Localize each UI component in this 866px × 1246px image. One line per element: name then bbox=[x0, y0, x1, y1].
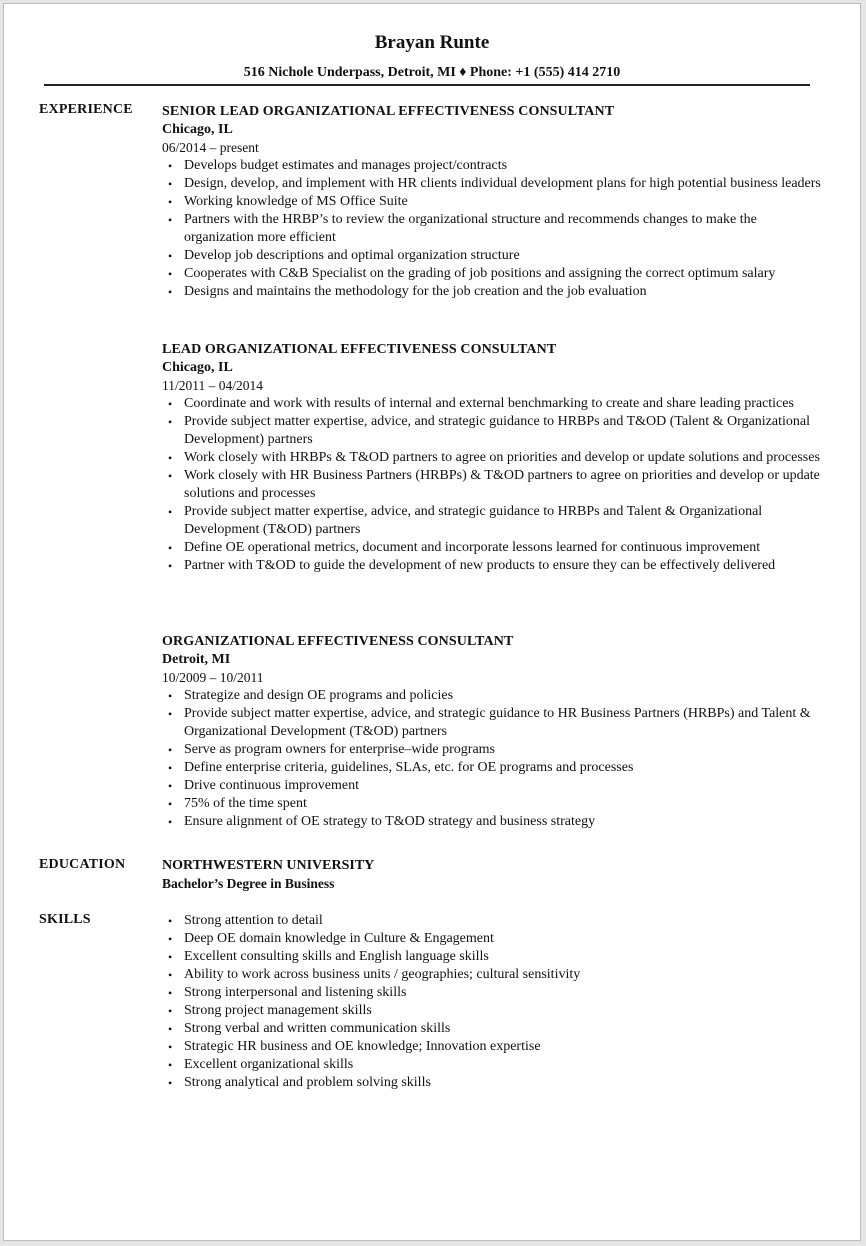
list-item: • Ensure alignment of OE strategy to T&OD strategy and business strategy bbox=[184, 813, 822, 831]
list-item: • Provide subject matter expertise, advice, and strategic guidance to HR Business Partners (HRBPs) and Talent & Organizational Development (T&OD) partners bbox=[184, 705, 822, 741]
contact-line: 516 Nichole Underpass, Detroit, MI ♦ Phone: +1 (555) 414 2710 bbox=[243, 65, 621, 80]
skills-entry bbox=[162, 912, 822, 1092]
list-item: • Provide subject matter expertise, advice, and strategic guidance to HRBPs and T&OD (Talent & Organizational Development) partners bbox=[184, 413, 822, 449]
job-dates: 11/2011 – 04/2014 bbox=[162, 378, 263, 393]
list-item: • Develops budget estimates and manages project/contracts bbox=[184, 157, 822, 175]
list-item: • 75% of the time spent bbox=[184, 795, 822, 813]
skills-list bbox=[162, 912, 822, 1092]
list-item: • Strong interpersonal and listening skills bbox=[184, 984, 822, 1002]
list-item: • Ability to work across business units / geographies; cultural sensitivity bbox=[184, 966, 822, 984]
job-entry bbox=[162, 103, 822, 301]
experience-heading: EXPERIENCE bbox=[39, 102, 133, 117]
job-bullets bbox=[162, 157, 822, 301]
education-entry bbox=[162, 857, 822, 893]
candidate-name: Brayan Runte bbox=[374, 32, 490, 53]
job-bullets bbox=[162, 687, 822, 831]
job-location: Chicago, IL bbox=[162, 122, 233, 137]
list-item: • Define enterprise criteria, guidelines, SLAs, etc. for OE programs and processes bbox=[184, 759, 822, 777]
job-bullets bbox=[162, 395, 822, 575]
job-entry bbox=[162, 341, 822, 575]
job-location: Chicago, IL bbox=[162, 360, 233, 375]
skills-heading: SKILLS bbox=[39, 912, 91, 927]
list-item: • Strong attention to detail bbox=[184, 912, 822, 930]
job-dates: 06/2014 – present bbox=[162, 140, 259, 155]
list-item: • Designs and maintains the methodology for the job creation and the job evaluation bbox=[184, 283, 822, 301]
job-title: LEAD ORGANIZATIONAL EFFECTIVENESS CONSULTANT bbox=[162, 342, 557, 357]
list-item: • Strategic HR business and OE knowledge; Innovation expertise bbox=[184, 1038, 822, 1056]
job-entry bbox=[162, 633, 822, 831]
list-item: • Excellent organizational skills bbox=[184, 1056, 822, 1074]
list-item: • Drive continuous improvement bbox=[184, 777, 822, 795]
list-item: • Partner with T&OD to guide the development of new products to ensure they can be effectively delivered bbox=[184, 557, 822, 575]
resume-page bbox=[3, 3, 861, 1241]
list-item: • Serve as program owners for enterprise–wide programs bbox=[184, 741, 822, 759]
job-title: ORGANIZATIONAL EFFECTIVENESS CONSULTANT bbox=[162, 634, 514, 649]
list-item: • Deep OE domain knowledge in Culture & Engagement bbox=[184, 930, 822, 948]
job-dates: 10/2009 – 10/2011 bbox=[162, 670, 264, 685]
list-item: • Work closely with HR Business Partners (HRBPs) & T&OD partners to agree on priorities and develop or update solutions and processes bbox=[184, 467, 822, 503]
list-item: • Working knowledge of MS Office Suite bbox=[184, 193, 822, 211]
job-location: Detroit, MI bbox=[162, 652, 231, 667]
list-item: • Strong verbal and written communication skills bbox=[184, 1020, 822, 1038]
list-item: • Provide subject matter expertise, advice, and strategic guidance to HRBPs and Talent & Organizational Development (T&OD) partners bbox=[184, 503, 822, 539]
list-item: • Strategize and design OE programs and policies bbox=[184, 687, 822, 705]
education-heading: EDUCATION bbox=[39, 857, 126, 872]
degree: Bachelor’s Degree in Business bbox=[162, 876, 335, 891]
list-item: • Strong project management skills bbox=[184, 1002, 822, 1020]
list-item: • Define OE operational metrics, document and incorporate lessons learned for continuous improvement bbox=[184, 539, 822, 557]
list-item: • Strong analytical and problem solving skills bbox=[184, 1074, 822, 1092]
list-item: • Cooperates with C&B Specialist on the grading of job positions and assigning the correct optimum salary bbox=[184, 265, 822, 283]
list-item: • Design, develop, and implement with HR clients individual development plans for high potential business leaders bbox=[184, 175, 822, 193]
header-divider bbox=[44, 84, 810, 86]
school-name: NORTHWESTERN UNIVERSITY bbox=[162, 858, 375, 873]
list-item: • Develop job descriptions and optimal organization structure bbox=[184, 247, 822, 265]
list-item: • Work closely with HRBPs & T&OD partners to agree on priorities and develop or update solutions and processes bbox=[184, 449, 822, 467]
list-item: • Partners with the HRBP’s to review the organizational structure and recommends changes to make the organization more efficient bbox=[184, 211, 822, 247]
list-item: • Excellent consulting skills and English language skills bbox=[184, 948, 822, 966]
list-item: • Coordinate and work with results of internal and external benchmarking to create and share leading practices bbox=[184, 395, 822, 413]
job-title: SENIOR LEAD ORGANIZATIONAL EFFECTIVENESS CONSULTANT bbox=[162, 104, 615, 119]
